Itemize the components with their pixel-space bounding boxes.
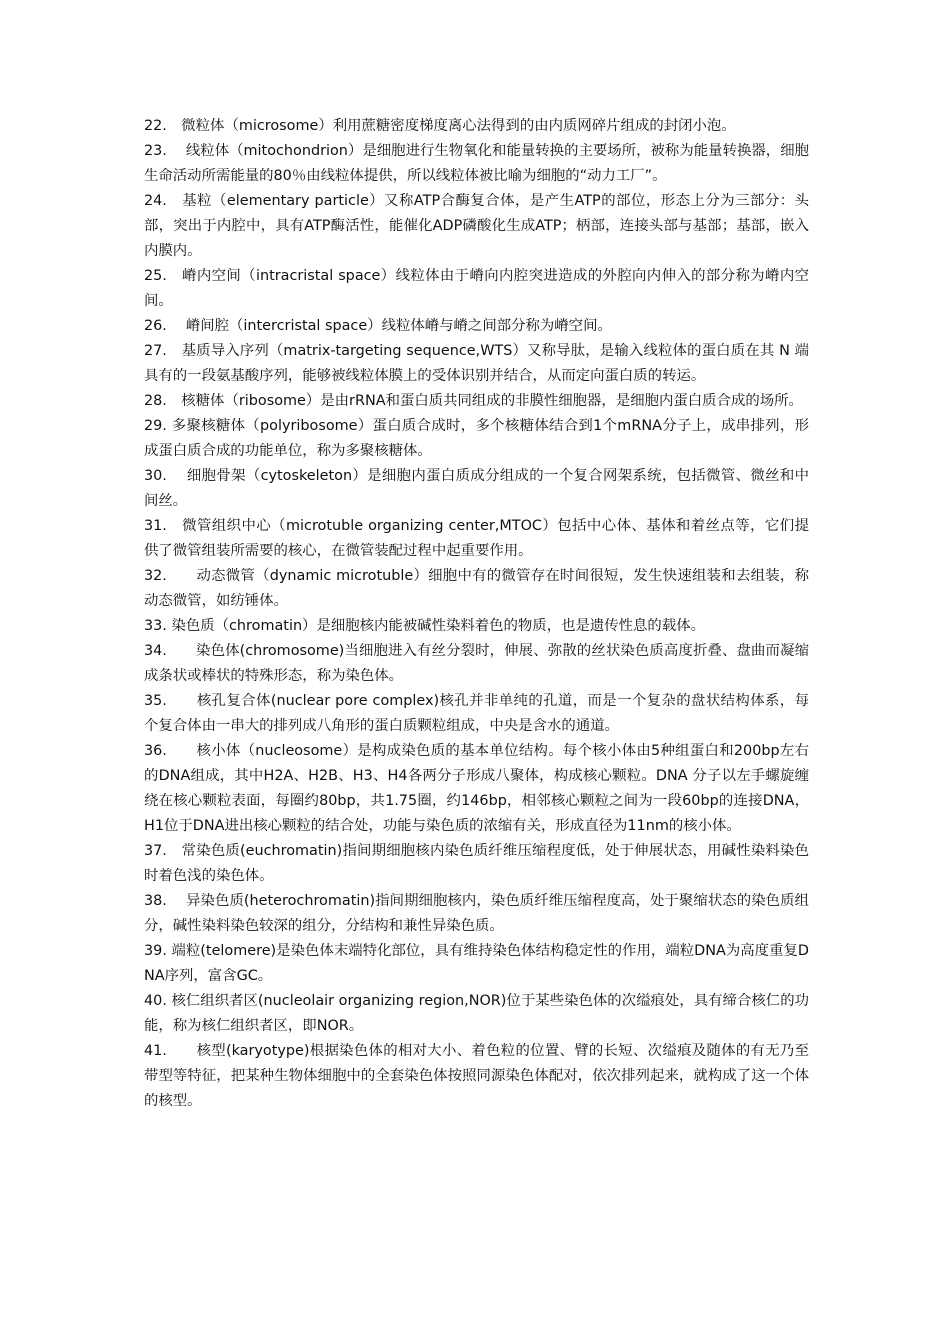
glossary-entry-28: 28. 核糖体（ribosome）是由rRNA和蛋白质共同组成的非膜性细胞器，是细胞内蛋白质合成的场所。 [144, 393, 803, 409]
glossary-body [144, 114, 809, 1114]
glossary-entry-37: 37. 常染色质(euchromatin)指间期细胞核内染色质纤维压缩程度低，处于伸展状态，用碱性染料染色时着色浅的染色体。 [144, 843, 809, 884]
glossary-entry-34: 34. 染色体(chromosome)当细胞进入有丝分裂时，伸展、弥散的丝状染色质高度折叠、盘曲而凝缩成条状或棒状的特殊形态，称为染色体。 [144, 643, 809, 684]
glossary-entry-22: 22. 微粒体（microsome）利用蔗糖密度梯度离心法得到的由内质网碎片组成的封闭小泡。 [144, 118, 736, 134]
glossary-entry-25: 25. 嵴内空间（intracristal space）线粒体由于嵴向内腔突进造成的外腔向内伸入的部分称为嵴内空间。 [144, 268, 809, 309]
glossary-entry-29: 29. 多聚核糖体（polyribosome）蛋白质合成时，多个核糖体结合到1个mRNA分子上，成串排列，形成蛋白质合成的功能单位，称为多聚核糖体。 [144, 418, 809, 459]
glossary-entry-41: 41. 核型(karyotype)根据染色体的相对大小、着色粒的位置、臂的长短、次缢痕及随体的有无乃至带型等特征，把某种生物体细胞中的全套染色体按照同源染色体配对，依次排列起来，就构成了这一个体的核型。 [144, 1043, 809, 1109]
glossary-entry-30: 30. 细胞骨架（cytoskeleton）是细胞内蛋白质成分组成的一个复合网架系统，包括微管、微丝和中间丝。 [144, 468, 809, 509]
glossary-entry-38: 38. 异染色质(heterochromatin)指间期细胞核内，染色质纤维压缩程度高，处于聚缩状态的染色质组分，碱性染料染色较深的组分，分结构和兼性异染色质。 [144, 893, 809, 934]
glossary-entry-32: 32. 动态微管（dynamic microtuble）细胞中有的微管存在时间很短，发生快速组装和去组装，称动态微管，如纺锤体。 [144, 568, 809, 609]
glossary-entry-33: 33. 染色质（chromatin）是细胞核内能被碱性染料着色的物质，也是遗传性息的载体。 [144, 618, 705, 634]
glossary-entry-23: 23. 线粒体（mitochondrion）是细胞进行生物氧化和能量转换的主要场所，被称为能量转换器，细胞生命活动所需能量的80％由线粒体提供，所以线粒体被比喻为细胞的“动力工厂”。 [144, 143, 809, 184]
glossary-entry-31: 31. 微管组织中心（microtuble organizing center,MTOC）包括中心体、基体和着丝点等，它们提供了微管组装所需要的核心，在微管装配过程中起重要作用。 [144, 518, 809, 559]
glossary-entry-24: 24. 基粒（elementary particle）又称ATP合酶复合体，是产生ATP的部位，形态上分为三部分：头部，突出于内腔中，具有ATP酶活性，能催化ADP磷酸化生成ATP；柄部，连接头部与基部；基部，嵌入内膜内。 [144, 193, 809, 259]
glossary-entry-40: 40. 核仁组织者区(nucleolair organizing region,NOR)位于某些染色体的次缢痕处，具有缔合核仁的功能，称为核仁组织者区，即NOR。 [144, 993, 809, 1034]
glossary-entry-36: 36. 核小体（nucleosome）是构成染色质的基本单位结构。每个核小体由5种组蛋白和200bp左右的DNA组成，其中H2A、H2B、H3、H4各两分子形成八聚体，构成核心颗粒。DNA 分子以左手螺旋缠绕在核心颗粒表面，每圈约80bp，共1.75圈，约146bp，相邻核心颗粒之间为一段60bp的连接DNA，H1位于DNA进出核心颗粒的结合处，功能与染色质的浓缩有关，形成直径为11nm的核小体。 [144, 743, 809, 834]
glossary-entry-35: 35. 核孔复合体(nuclear pore complex)核孔并非单纯的孔道，而是一个复杂的盘状结构体系，每个复合体由一串大的排列成八角形的蛋白质颗粒组成，中央是含水的通道。 [144, 693, 809, 734]
glossary-entry-39: 39. 端粒(telomere)是染色体末端特化部位，具有维持染色体结构稳定性的作用，端粒DNA为高度重复DNA序列，富含GC。 [144, 943, 809, 984]
glossary-entry-27: 27. 基质导入序列（matrix-targeting sequence,WTS）又称导肽，是输入线粒体的蛋白质在其 N 端具有的一段氨基酸序列，能够被线粒体膜上的受体识别并结合，从而定向蛋白质的转运。 [144, 343, 809, 384]
glossary-entry-26: 26. 嵴间腔（intercristal space）线粒体嵴与嵴之间部分称为嵴空间。 [144, 318, 612, 334]
